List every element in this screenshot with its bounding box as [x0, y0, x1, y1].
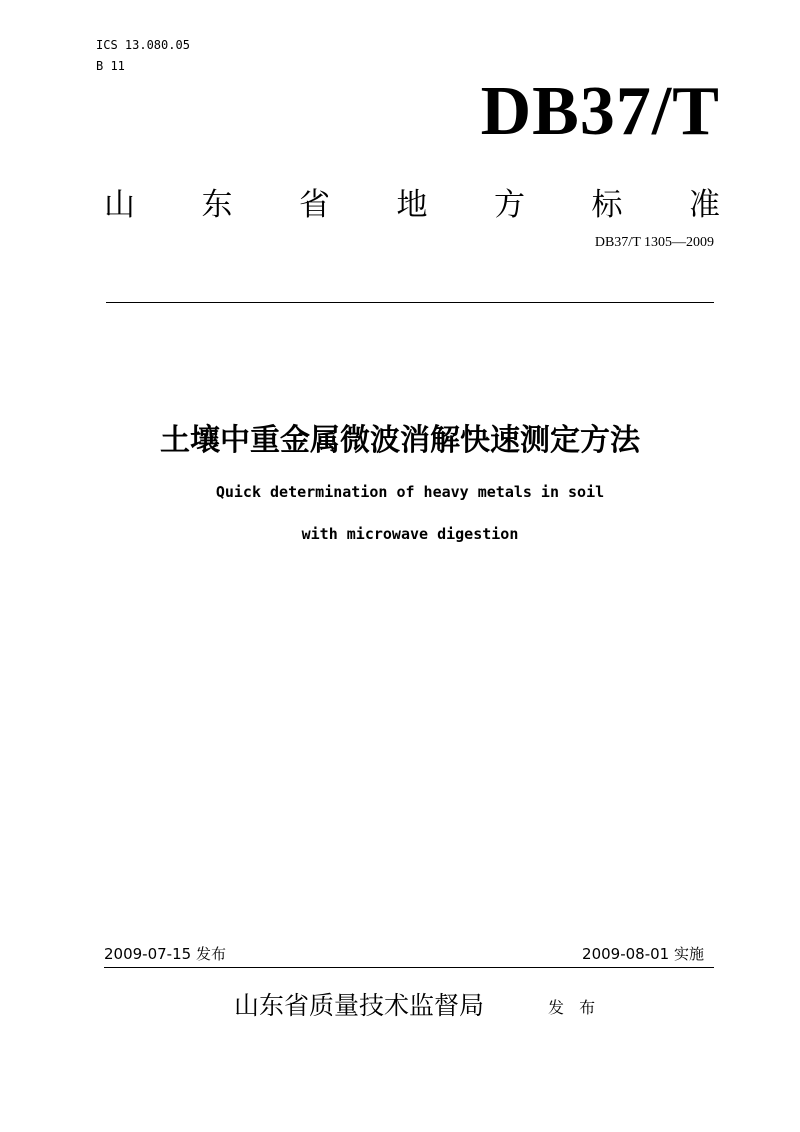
- standard-type-char: 东: [201, 187, 233, 223]
- standard-type-char: 标: [591, 187, 623, 223]
- standard-type-char: 省: [299, 187, 330, 223]
- standard-type-heading: [104, 184, 720, 226]
- classification-code: B 11: [96, 59, 125, 73]
- publish-label: 发 布: [548, 998, 601, 1017]
- document-title-english-line1: Quick determination of heavy metals in soil: [215, 483, 605, 501]
- implementation-date: 2009-08-01 实施: [582, 945, 704, 963]
- issue-date: 2009-07-15 发布: [104, 945, 226, 963]
- top-divider: [106, 302, 714, 303]
- document-title-english-line2: with microwave digestion: [301, 525, 519, 543]
- publisher-name: 山东省质量技术监督局: [234, 991, 485, 1020]
- standard-type-char: 地: [396, 187, 428, 223]
- standard-logo: DB37/T: [480, 73, 720, 150]
- ics-code: ICS 13.080.05: [96, 38, 190, 52]
- standard-number: DB37/T 1305—2009: [594, 235, 714, 250]
- standard-type-char: 准: [689, 187, 720, 223]
- document-title-chinese: 土壤中重金属微波消解快速测定方法: [160, 423, 640, 458]
- bottom-divider: [104, 967, 714, 968]
- standard-type-char: 山: [104, 187, 135, 223]
- standard-type-char: 方: [494, 187, 525, 223]
